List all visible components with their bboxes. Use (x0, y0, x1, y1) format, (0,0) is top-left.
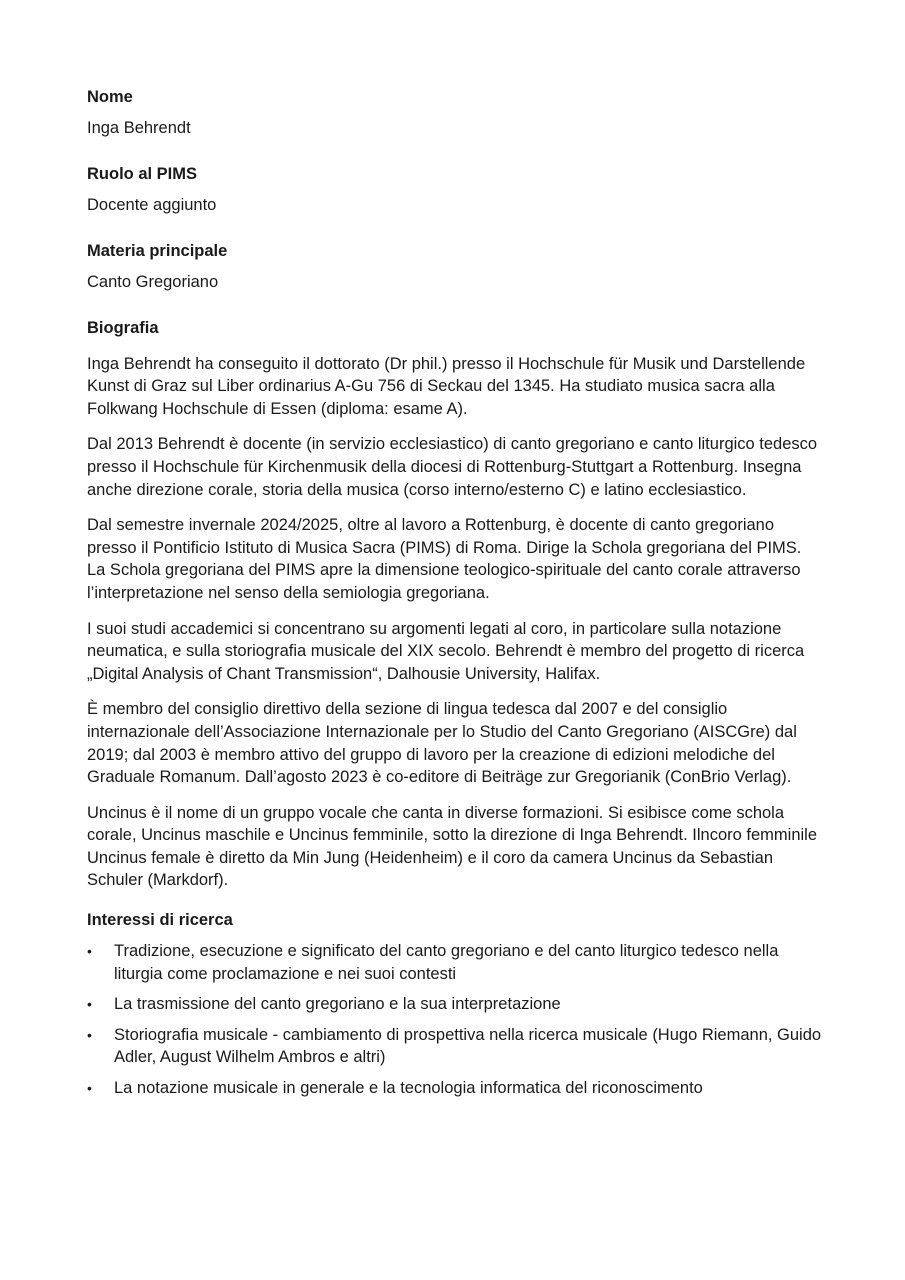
interests-section (87, 909, 822, 1100)
list-item-text: Storiografia musicale - cambiamento di prospettiva nella ricerca musicale (Hugo Riemann, Guido Adler, August Wilhelm Ambros e altri) (114, 1025, 822, 1067)
biography-paragraph: Dal 2013 Behrendt è docente (in servizio ecclesiastico) di canto gregoriano e canto liturgico tedesco presso il Hochschule für Kirchenmusik della diocesi di Rottenburg-Stuttgart a Rottenburg. Insegna anche direzione corale, storia della musica (corso interno/esterno C) e latino ecclesiastico. (87, 435, 818, 499)
field-subject-value: Canto Gregoriano (87, 273, 219, 291)
biography-section (87, 317, 822, 892)
bullet-icon: • (87, 1026, 92, 1043)
list-item-text: Tradizione, esecuzione e significato del canto gregoriano e del canto liturgico tedesco nella liturgia come proclamazione e nei suoi contesti (114, 942, 779, 983)
biography-paragraph: Dal semestre invernale 2024/2025, oltre al lavoro a Rottenburg, è docente di canto gregoriano presso il Pontificio Istituto di Musica Sacra (PIMS) di Roma. Dirige la Schola gregoriana del PIMS. La Schola gregoriana del PIMS apre la dimensione teologico-spirituale del canto corale attraverso l’interpretazione nel senso della semiologia gregoriana. (87, 516, 802, 602)
biography-heading: Biografia (87, 319, 159, 337)
list-item (87, 993, 822, 1016)
interests-heading: Interessi di ricerca (87, 911, 233, 930)
biography-paragraph: I suoi studi accademici si concentrano su argomenti legati al coro, in particolare sulla notazione neumatica, e sulla storiografia musicale del XIX secolo. Behrendt è membro del progetto di ricerca „Digital Analysis of Chant Transmission“, Dalhousie University, Halifax. (87, 619, 805, 683)
interests-list (87, 940, 822, 1100)
field-subject-label: Materia principale (87, 242, 228, 260)
field-name (87, 86, 822, 139)
biography-paragraph: Inga Behrendt ha conseguito il dottorato (Dr phil.) presso il Hochschule für Musik und Darstellende Kunst di Graz sul Liber ordinarius A-Gu 756 di Seckau del 1345. Ha studiato musica sacra alla Folkwang Hochschule di Essen (diploma: esame A). (87, 354, 806, 418)
list-item-text: La trasmissione del canto gregoriano e la sua interpretazione (114, 995, 561, 1014)
list-item (87, 1024, 822, 1069)
bullet-icon: • (87, 996, 92, 1013)
list-item (87, 1077, 822, 1100)
field-role-label: Ruolo al PIMS (87, 165, 198, 183)
field-name-label: Nome (87, 88, 133, 106)
field-role-value: Docente aggiunto (87, 196, 217, 214)
biography-paragraph: Uncinus è il nome di un gruppo vocale che canta in diverse formazioni. Si esibisce come schola corale, Uncinus maschile e Uncinus femminile, sotto la direzione di Inga Behrendt. Ilncoro femminile Uncinus female è diretto da Min Jung (Heidenheim) e il coro da camera Uncinus da Sebastian Schuler (Markdorf). (87, 803, 818, 890)
document-page (87, 86, 822, 1108)
bullet-icon: • (87, 1080, 92, 1097)
biography-paragraph: È membro del consiglio direttivo della sezione di lingua tedesca dal 2007 e del consiglio internazionale dell’Associazione Internazionale per lo Studio del Canto Gregoriano (AISCGre) dal 2019; dal 2003 è membro attivo del gruppo di lavoro per la creazione di edizioni melodiche del Graduale Romanum. Dall’agosto 2023 è co-editore di Beiträge zur Gregorianik (ConBrio Verlag). (87, 700, 797, 787)
list-item (87, 940, 822, 985)
bullet-icon: • (87, 943, 92, 960)
field-role (87, 163, 822, 216)
field-name-value: Inga Behrendt (87, 119, 191, 137)
list-item-text: La notazione musicale in generale e la tecnologia informatica del riconoscimento (114, 1079, 703, 1098)
field-subject (87, 240, 822, 293)
